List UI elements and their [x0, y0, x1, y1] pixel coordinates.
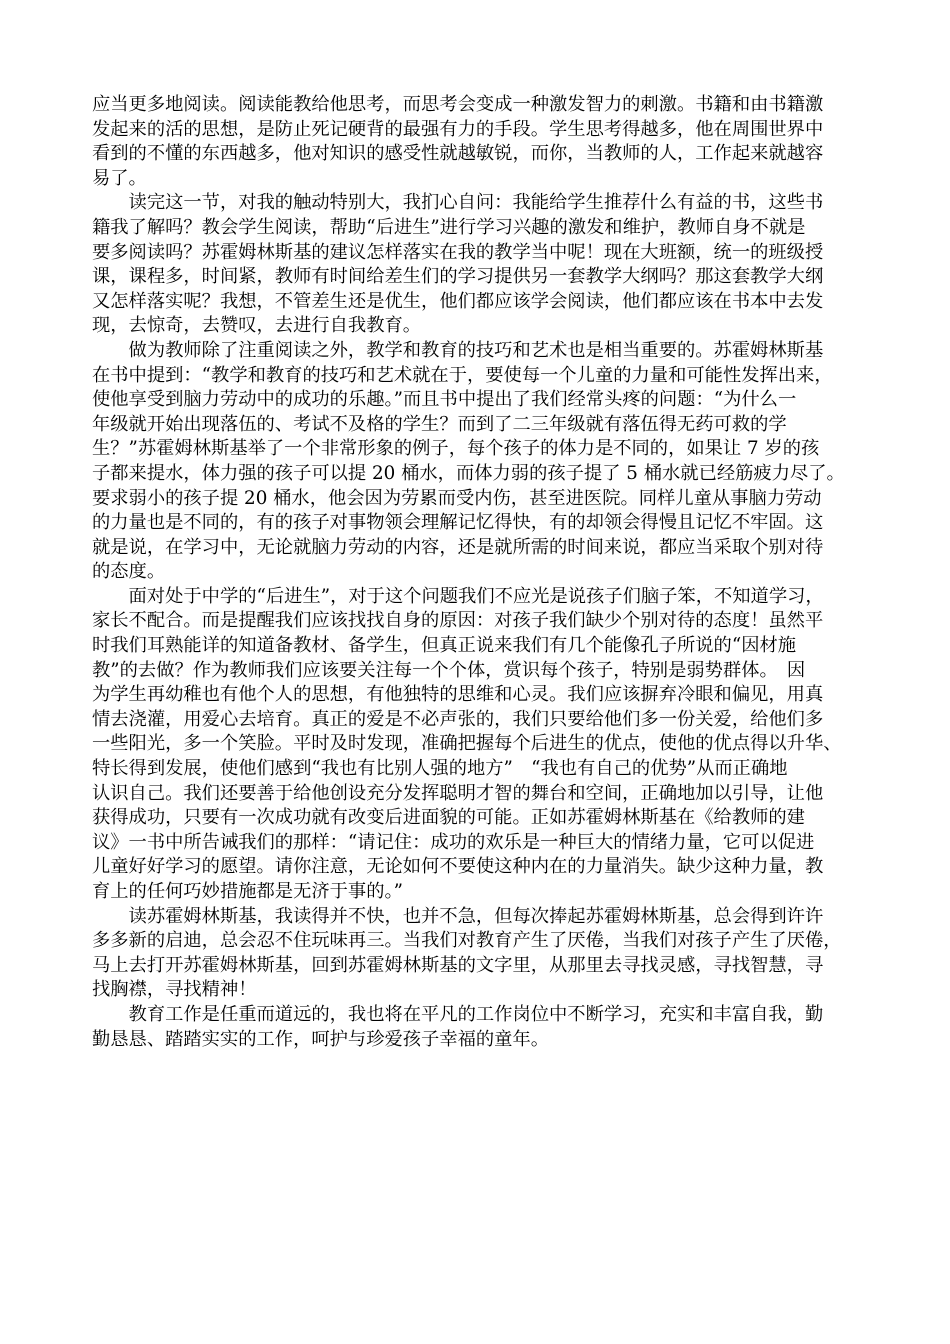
text-line: 教”的去做？作为教师我们应该要关注每一个个体，赏识每个孩子，特别是弱势群体。 因: [92, 659, 806, 681]
text-line: 为学生再幼稚也有他个人的思想，有他独特的思维和心灵。我们应该摒弃冷眼和偏见，用真: [92, 684, 824, 706]
text-line: 一些阳光，多一个笑脸。平时及时发现，准确把握每个后进生的优点，使他的优点得以升华、: [92, 733, 842, 755]
text-line: 发起来的活的思想，是防止死记硬背的最强有力的手段。学生思考得越多，他在周围世界中: [92, 118, 824, 140]
text-line: 马上去打开苏霍姆林斯基，回到苏霍姆林斯基的文字里，从那里去寻找灵感，寻找智慧，寻: [92, 954, 824, 976]
text-line: 要求弱小的孩子提 20 桶水，他会因为劳累而受内伤，甚至进医院。同样儿童从事脑力劳动: [92, 487, 822, 509]
text-line: 面对处于中学的“后进生”，对于这个问题我们不应光是说孩子们脑子笨，不知道学习，: [92, 585, 824, 607]
text-line: 课，课程多，时间紧，教师有时间给差生们的学习提供另一套教学大纲吗？那这套教学大纲: [92, 266, 824, 288]
text-line: 儿童好好学习的愿望。请你注意，无论如何不要使这种内在的力量消失。缺少这种力量，教: [92, 856, 824, 878]
text-line: 使他享受到脑力劳动中的成功的乐趣。”而且书中提出了我们经常头疼的问题：“为什么一: [92, 389, 797, 411]
text-line: 特长得到发展，使他们感到“我也有比别人强的地方” “我也有自己的优势”从而正确地: [92, 758, 788, 780]
text-line: 找胸襟，寻找精神！: [92, 979, 257, 1001]
text-line: 认识自己。我们还要善于给他创设充分发挥聪明才智的舞台和空间，正确地加以引导，让他: [92, 782, 824, 804]
text-line: 获得成功，只要有一次成功就有改变后进面貌的可能。正如苏霍姆林斯基在《给教师的建: [92, 807, 805, 829]
text-line: 就是说，在学习中，无论就脑力劳动的内容，还是就所需的时间来说，都应当采取个别对待: [92, 536, 824, 558]
text-line: 读完这一节，对我的触动特别大，我扪心自问：我能给学生推荐什么有益的书，这些书: [92, 192, 824, 214]
text-line: 时我们耳熟能详的知道备教材、备学生，但真正说来我们有几个能像孔子所说的“因材施: [92, 635, 797, 657]
text-line: 现，去惊奇，去赞叹，去进行自我教育。: [92, 315, 422, 337]
text-line: 应当更多地阅读。阅读能教给他思考，而思考会变成一种激发智力的刺激。书籍和由书籍激: [92, 94, 824, 115]
text-line: 家长不配合。而是提醒我们应该找找自身的原因：对孩子我们缺少个别对待的态度！虽然平: [92, 610, 824, 632]
text-line: 看到的不懂的东西越多，他对知识的感受性就越敏锐，而你，当教师的人，工作起来就越容: [92, 143, 824, 165]
text-line: 在书中提到：“教学和教育的技巧和艺术就在于，要使每一个儿童的力量和可能性发挥出来，: [92, 364, 833, 386]
text-line: 又怎样落实呢？我想，不管差生还是优生，他们都应该学会阅读，他们都应该在书本中去发: [92, 290, 824, 312]
text-line: 生？”苏霍姆林斯基举了一个非常形象的例子，每个孩子的体力是不同的，如果让 7 岁的孩: [92, 438, 820, 460]
text-line: 育上的任何巧妙措施都是无济于事的。”: [92, 881, 403, 902]
document-body: [92, 93, 864, 1052]
text-line: 议》一书中所告诫我们的那样：“请记住：成功的欢乐是一种巨大的情绪力量，它可以促进: [92, 831, 815, 853]
text-line: 子都来提水，体力强的孩子可以提 20 桶水，而体力弱的孩子提了 5 桶水就已经筋疲力尽了。: [92, 462, 845, 484]
text-line: 教育工作是任重而道远的，我也将在平凡的工作岗位中不断学习，充实和丰富自我，勤: [92, 1003, 824, 1025]
text-line: 要多阅读吗？苏霍姆林斯基的建议怎样落实在我的教学当中呢！现在大班额，统一的班级授: [92, 241, 824, 263]
text-line: 的力量也是不同的，有的孩子对事物领会理解记忆得快，有的却领会得慢且记忆不牢固。这: [92, 512, 824, 534]
text-line: 年级就开始出现落伍的、考试不及格的学生？而到了二三年级就有落伍得无药可救的学: [92, 413, 787, 435]
text-line: 的态度。: [92, 561, 166, 583]
text-line: 易了。: [92, 167, 147, 189]
text-line: 做为教师除了注重阅读之外，教学和教育的技巧和艺术也是相当重要的。苏霍姆林斯基: [92, 339, 824, 361]
text-line: 多多新的启迪，总会忍不住玩味再三。当我们对教育产生了厌倦，当我们对孩子产生了厌倦，: [92, 930, 842, 952]
text-line: 勤恳恳、踏踏实实的工作，呵护与珍爱孩子幸福的童年。: [92, 1028, 550, 1050]
text-line: 籍我了解吗？教会学生阅读，帮助“后进生”进行学习兴趣的激发和维护，教师自身不就是: [92, 216, 806, 238]
text-line: 情去浇灌，用爱心去培育。真正的爱是不必声张的，我们只要给他们多一份关爱，给他们多: [92, 708, 824, 730]
text-line: 读苏霍姆林斯基，我读得并不快，也并不急，但每次捧起苏霍姆林斯基，总会得到许许: [92, 905, 824, 927]
